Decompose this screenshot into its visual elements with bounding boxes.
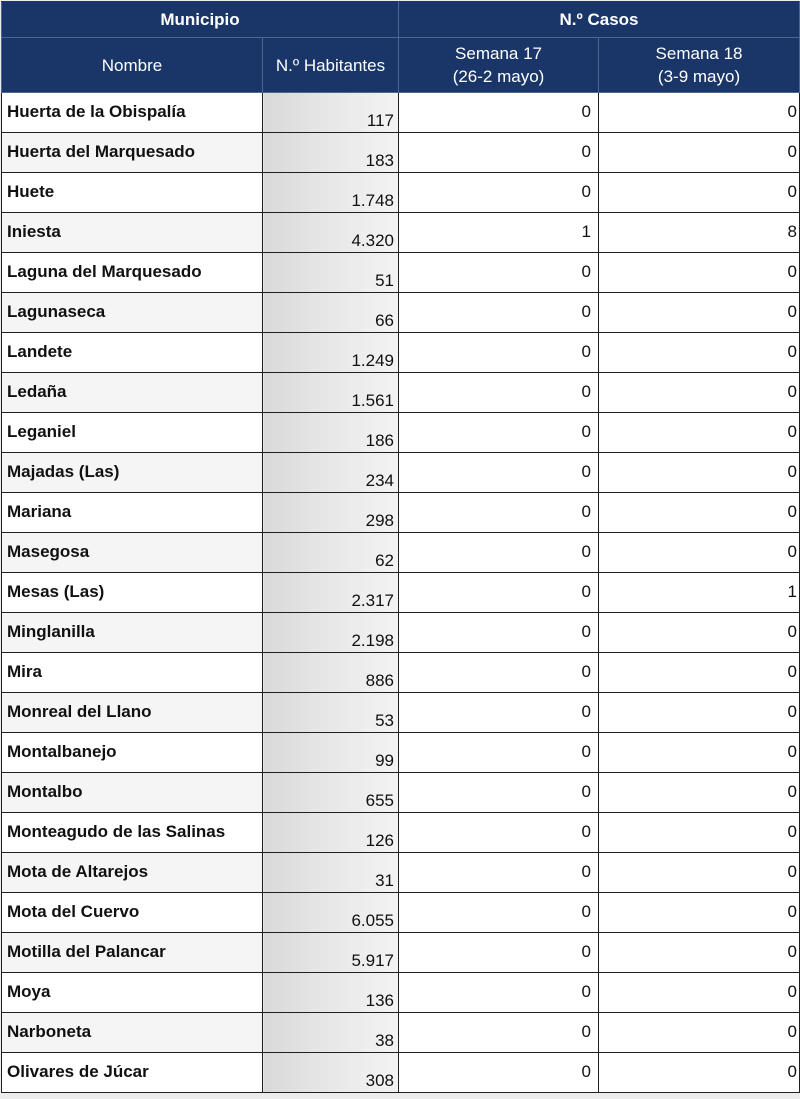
cell-semana-17: 1 (399, 213, 599, 253)
cell-semana-17: 0 (399, 453, 599, 493)
cell-semana-18: 1 (599, 573, 800, 613)
cell-nombre: Ledaña (2, 373, 263, 413)
cell-semana-17: 0 (399, 573, 599, 613)
cell-nombre: Minglanilla (2, 613, 263, 653)
cell-semana-17: 0 (399, 813, 599, 853)
table-body (2, 93, 800, 1093)
table-row (2, 1053, 800, 1093)
cell-nombre: Montalbo (2, 773, 263, 813)
cell-semana-18: 0 (599, 453, 800, 493)
cell-semana-18: 0 (599, 1053, 800, 1093)
cell-habitantes: 4.320 (263, 213, 399, 253)
table-row (2, 373, 800, 413)
table-row (2, 733, 800, 773)
cell-nombre: Masegosa (2, 533, 263, 573)
cell-nombre: Laguna del Marquesado (2, 253, 263, 293)
cell-semana-17: 0 (399, 173, 599, 213)
cell-semana-18: 0 (599, 333, 800, 373)
cell-semana-17: 0 (399, 373, 599, 413)
header-semana-17-title: Semana 17 (455, 44, 542, 63)
header-semana-18 (599, 38, 800, 93)
cell-habitantes: 1.748 (263, 173, 399, 213)
cell-habitantes: 183 (263, 133, 399, 173)
cell-habitantes: 2.198 (263, 613, 399, 653)
cell-habitantes: 5.917 (263, 933, 399, 973)
cell-semana-18: 0 (599, 93, 800, 133)
cell-semana-18: 0 (599, 693, 800, 733)
cell-semana-17: 0 (399, 93, 599, 133)
table-row (2, 773, 800, 813)
cell-semana-18: 0 (599, 533, 800, 573)
cell-semana-18: 0 (599, 653, 800, 693)
cell-habitantes: 117 (263, 93, 399, 133)
cell-nombre: Leganiel (2, 413, 263, 453)
cell-semana-18: 0 (599, 613, 800, 653)
cell-habitantes: 66 (263, 293, 399, 333)
cell-semana-18: 0 (599, 133, 800, 173)
cell-semana-17: 0 (399, 493, 599, 533)
cell-nombre: Mariana (2, 493, 263, 533)
cell-habitantes: 186 (263, 413, 399, 453)
cell-nombre: Huerta del Marquesado (2, 133, 263, 173)
table-row (2, 1013, 800, 1053)
cell-habitantes: 126 (263, 813, 399, 853)
cell-habitantes: 655 (263, 773, 399, 813)
cell-semana-18: 0 (599, 733, 800, 773)
cases-table (1, 1, 800, 1093)
header-semana-17-range: (26-2 mayo) (452, 67, 545, 86)
cell-nombre: Monteagudo de las Salinas (2, 813, 263, 853)
cell-nombre: Olivares de Júcar (2, 1053, 263, 1093)
cell-habitantes: 99 (263, 733, 399, 773)
table-row (2, 293, 800, 333)
cell-semana-18: 0 (599, 173, 800, 213)
cell-semana-18: 0 (599, 1013, 800, 1053)
cell-semana-18: 8 (599, 213, 800, 253)
cell-nombre: Mota de Altarejos (2, 853, 263, 893)
header-nombre: Nombre (2, 38, 263, 93)
cell-habitantes: 6.055 (263, 893, 399, 933)
cell-semana-17: 0 (399, 613, 599, 653)
cell-habitantes: 62 (263, 533, 399, 573)
cell-nombre: Montalbanejo (2, 733, 263, 773)
header-row-groups (2, 2, 800, 38)
cell-semana-18: 0 (599, 253, 800, 293)
table-row (2, 413, 800, 453)
cell-nombre: Huete (2, 173, 263, 213)
header-casos: N.º Casos (399, 2, 800, 38)
cell-nombre: Landete (2, 333, 263, 373)
cell-semana-17: 0 (399, 293, 599, 333)
cell-habitantes: 298 (263, 493, 399, 533)
table-row (2, 613, 800, 653)
cell-semana-18: 0 (599, 493, 800, 533)
cell-semana-18: 0 (599, 933, 800, 973)
cell-semana-18: 0 (599, 813, 800, 853)
table-row (2, 893, 800, 933)
table-row (2, 333, 800, 373)
cell-semana-17: 0 (399, 933, 599, 973)
cell-habitantes: 31 (263, 853, 399, 893)
table-row (2, 573, 800, 613)
header-municipio: Municipio (2, 2, 399, 38)
cell-habitantes: 1.561 (263, 373, 399, 413)
cell-nombre: Narboneta (2, 1013, 263, 1053)
table-row (2, 133, 800, 173)
header-habitantes: N.º Habitantes (263, 38, 399, 93)
cell-semana-17: 0 (399, 333, 599, 373)
table-row (2, 693, 800, 733)
table-row (2, 813, 800, 853)
cell-nombre: Majadas (Las) (2, 453, 263, 493)
table-row (2, 853, 800, 893)
cell-nombre: Mira (2, 653, 263, 693)
table-row (2, 973, 800, 1013)
cell-habitantes: 136 (263, 973, 399, 1013)
cell-nombre: Monreal del Llano (2, 693, 263, 733)
cell-semana-17: 0 (399, 1053, 599, 1093)
cell-nombre: Moya (2, 973, 263, 1013)
cell-semana-17: 0 (399, 253, 599, 293)
cell-habitantes: 38 (263, 1013, 399, 1053)
header-semana-17 (399, 38, 599, 93)
cell-semana-17: 0 (399, 733, 599, 773)
cell-semana-18: 0 (599, 973, 800, 1013)
table-row (2, 213, 800, 253)
cell-habitantes: 2.317 (263, 573, 399, 613)
cell-semana-18: 0 (599, 773, 800, 813)
cell-nombre: Iniesta (2, 213, 263, 253)
cell-nombre: Huerta de la Obispalía (2, 93, 263, 133)
cell-semana-17: 0 (399, 773, 599, 813)
cell-semana-18: 0 (599, 893, 800, 933)
cell-semana-17: 0 (399, 1013, 599, 1053)
table-header (2, 2, 800, 93)
cell-semana-17: 0 (399, 413, 599, 453)
table-row (2, 533, 800, 573)
cell-semana-17: 0 (399, 653, 599, 693)
cell-habitantes: 886 (263, 653, 399, 693)
cell-habitantes: 51 (263, 253, 399, 293)
cell-semana-17: 0 (399, 893, 599, 933)
header-semana-18-title: Semana 18 (655, 44, 743, 63)
cell-semana-18: 0 (599, 293, 800, 333)
table-row (2, 93, 800, 133)
cell-semana-17: 0 (399, 693, 599, 733)
table-row (2, 453, 800, 493)
cell-habitantes: 308 (263, 1053, 399, 1093)
cell-nombre: Lagunaseca (2, 293, 263, 333)
cell-habitantes: 234 (263, 453, 399, 493)
cell-nombre: Mota del Cuervo (2, 893, 263, 933)
table-row (2, 493, 800, 533)
header-semana-18-range: (3-9 mayo) (657, 67, 741, 86)
cell-semana-18: 0 (599, 413, 800, 453)
cell-semana-18: 0 (599, 373, 800, 413)
cell-semana-17: 0 (399, 133, 599, 173)
cell-habitantes: 1.249 (263, 333, 399, 373)
table-row (2, 653, 800, 693)
header-row-columns (2, 38, 800, 93)
table-row (2, 933, 800, 973)
cell-semana-17: 0 (399, 533, 599, 573)
cell-semana-17: 0 (399, 973, 599, 1013)
table-row (2, 253, 800, 293)
cell-habitantes: 53 (263, 693, 399, 733)
cell-semana-17: 0 (399, 853, 599, 893)
cell-nombre: Motilla del Palancar (2, 933, 263, 973)
table-row (2, 173, 800, 213)
cell-semana-18: 0 (599, 853, 800, 893)
cell-nombre: Mesas (Las) (2, 573, 263, 613)
